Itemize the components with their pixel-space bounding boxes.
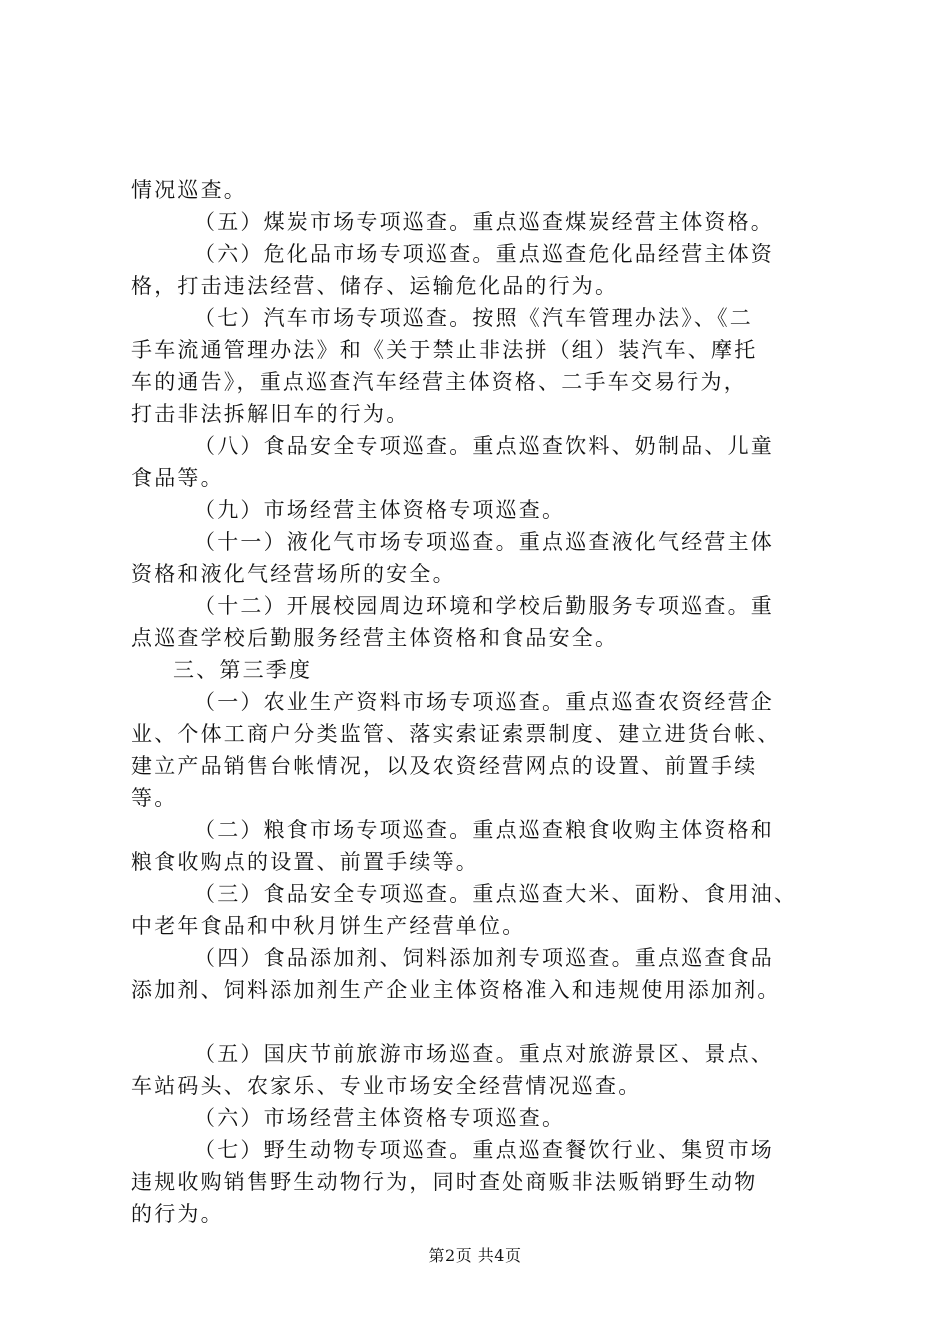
text-line: 中老年食品和中秋月饼生产经营单位。 bbox=[131, 914, 526, 938]
text-line: 添加剂、饲料添加剂生产企业主体资格准入和违规使用添加剂。 bbox=[131, 978, 781, 1002]
text-line: （十二）开展校园周边环境和学校后勤服务专项巡查。重 bbox=[194, 594, 774, 618]
text-line: 的行为。 bbox=[131, 1202, 224, 1226]
text-line: （十一）液化气市场专项巡查。重点巡查液化气经营主体 bbox=[194, 530, 774, 554]
text-line: 资格和液化气经营场所的安全。 bbox=[131, 562, 456, 586]
section-heading: 三、第三季度 bbox=[173, 658, 313, 682]
text-line: （二）粮食市场专项巡查。重点巡查粮食收购主体资格和 bbox=[194, 818, 774, 842]
page-number-footer: 第2页 共4页 bbox=[428, 1246, 522, 1265]
text-line: 粮食收购点的设置、前置手续等。 bbox=[131, 850, 479, 874]
text-line: （五）煤炭市场专项巡查。重点巡查煤炭经营主体资格。 bbox=[194, 210, 774, 234]
text-line: （九）市场经营主体资格专项巡查。 bbox=[194, 498, 566, 522]
text-line: 等。 bbox=[131, 786, 178, 810]
text-line: 建立产品销售台帐情况，以及农资经营网点的设置、前置手续 bbox=[131, 754, 758, 778]
text-line: （五）国庆节前旅游市场巡查。重点对旅游景区、景点、 bbox=[194, 1042, 774, 1066]
text-line: 点巡查学校后勤服务经营主体资格和食品安全。 bbox=[131, 626, 619, 650]
text-line: 违规收购销售野生动物行为，同时查处商贩非法贩销野生动物 bbox=[131, 1170, 758, 1194]
document-body bbox=[131, 174, 831, 1230]
text-line: 车站码头、农家乐、专业市场安全经营情况巡查。 bbox=[131, 1074, 642, 1098]
text-line: 情况巡查。 bbox=[131, 178, 247, 202]
text-line: （七）野生动物专项巡查。重点巡查餐饮行业、集贸市场 bbox=[194, 1138, 774, 1162]
text-line: 打击非法拆解旧车的行为。 bbox=[131, 402, 410, 426]
text-line: （四）食品添加剂、饲料添加剂专项巡查。重点巡查食品 bbox=[194, 946, 774, 970]
text-line: 格，打击违法经营、储存、运输危化品的行为。 bbox=[131, 274, 619, 298]
text-line: （八）食品安全专项巡查。重点巡查饮料、奶制品、儿童 bbox=[194, 434, 774, 458]
text-line: （三）食品安全专项巡查。重点巡查大米、面粉、食用油、 bbox=[194, 882, 798, 906]
text-line: 业、个体工商户分类监管、落实索证索票制度、建立进货台帐、 bbox=[131, 722, 781, 746]
blank-line bbox=[131, 1006, 831, 1038]
text-line: （一）农业生产资料市场专项巡查。重点巡查农资经营企 bbox=[194, 690, 774, 714]
text-line: （六）市场经营主体资格专项巡查。 bbox=[194, 1106, 566, 1130]
text-line: （七）汽车市场专项巡查。按照《汽车管理办法》、《二 bbox=[194, 306, 753, 330]
text-line: 食品等。 bbox=[131, 466, 224, 490]
text-line: 手车流通管理办法》和《关于禁止非法拼（组）装汽车、摩托 bbox=[131, 338, 758, 362]
text-line: 车的通告》，重点巡查汽车经营主体资格、二手车交易行为， bbox=[131, 370, 747, 394]
text-line: （六）危化品市场专项巡查。重点巡查危化品经营主体资 bbox=[194, 242, 774, 266]
